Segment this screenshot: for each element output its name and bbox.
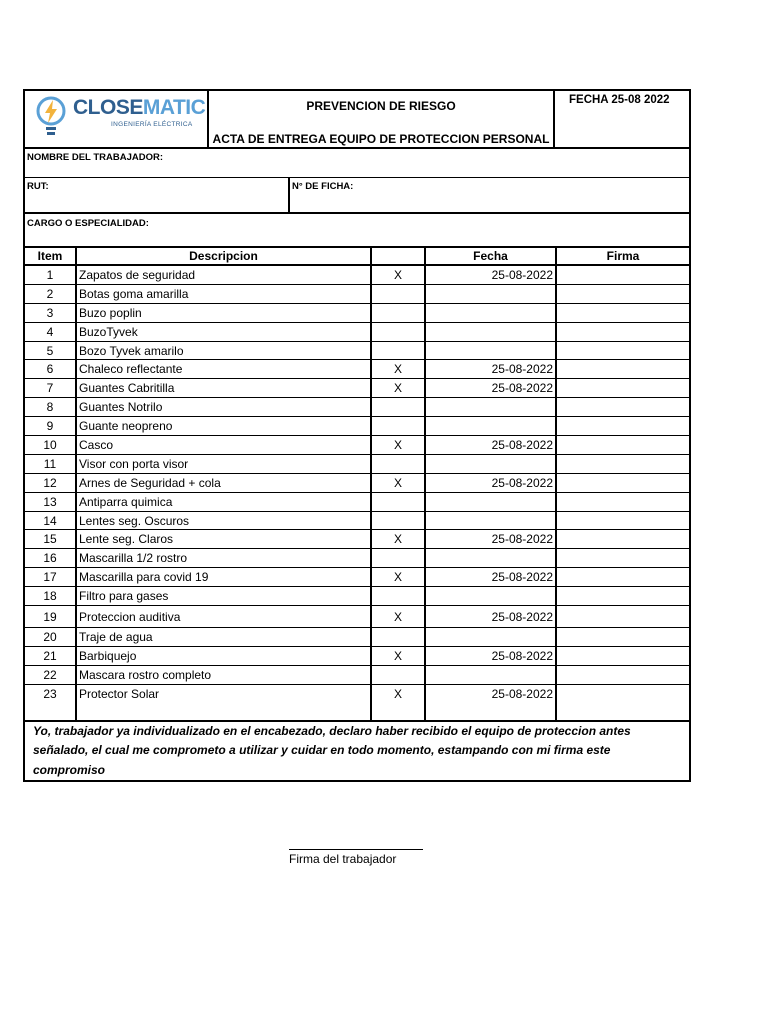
company-logo xyxy=(25,91,209,147)
item-number: 21 xyxy=(25,647,77,665)
item-number: 22 xyxy=(25,666,77,684)
item-description: Casco xyxy=(77,436,372,454)
header-firma: Firma xyxy=(606,249,640,263)
item-date: 25-08-2022 xyxy=(426,360,557,378)
logo-wordmark xyxy=(73,96,205,120)
item-description: Mascara rostro completo xyxy=(77,666,372,684)
item-description: Guantes Cabritilla xyxy=(77,379,372,397)
item-check-mark: X xyxy=(372,360,426,378)
item-check-mark: X xyxy=(372,379,426,397)
item-signature xyxy=(557,512,689,530)
item-description: Proteccion auditiva xyxy=(77,606,372,627)
form-title-secondary: ACTA DE ENTREGA EQUIPO DE PROTECCION PERSONAL xyxy=(212,132,550,146)
item-date: 25-08-2022 xyxy=(426,568,557,586)
item-date xyxy=(426,285,557,303)
item-signature xyxy=(557,266,689,284)
item-description: Visor con porta visor xyxy=(77,455,372,473)
item-signature xyxy=(557,342,689,360)
item-description: Botas goma amarilla xyxy=(77,285,372,303)
item-check-mark: X xyxy=(372,647,426,665)
table-row xyxy=(25,342,689,361)
lightbulb-bolt-icon xyxy=(35,94,67,138)
header-check xyxy=(372,248,426,264)
table-row xyxy=(25,304,689,323)
item-number: 7 xyxy=(25,379,77,397)
signature-line xyxy=(289,849,423,850)
item-number: 20 xyxy=(25,628,77,646)
form-date: FECHA 25-08 2022 xyxy=(569,94,670,106)
item-date: 25-08-2022 xyxy=(426,685,557,704)
item-check-mark: X xyxy=(372,266,426,284)
item-signature xyxy=(557,285,689,303)
table-row xyxy=(25,285,689,304)
table-row xyxy=(25,379,689,398)
item-description: Guantes Notrilo xyxy=(77,398,372,416)
item-number: 23 xyxy=(25,685,77,704)
item-signature xyxy=(557,587,689,605)
item-signature xyxy=(557,606,689,627)
item-number: 17 xyxy=(25,568,77,586)
title-block xyxy=(209,91,555,147)
item-signature xyxy=(557,360,689,378)
item-description: Guante neopreno xyxy=(77,417,372,435)
item-signature xyxy=(557,455,689,473)
item-date xyxy=(426,512,557,530)
item-number: 18 xyxy=(25,587,77,605)
item-date xyxy=(426,304,557,322)
table-row xyxy=(25,512,689,531)
logo-subtitle: INGENIERÍA ELÉCTRICA xyxy=(111,121,193,128)
item-date: 25-08-2022 xyxy=(426,379,557,397)
item-description: Buzo poplin xyxy=(77,304,372,322)
worker-name-row xyxy=(25,149,689,178)
commitment-statement: Yo, trabajador ya individualizado en el encabezado, declaro haber recibido el equipo de proteccion antes señalado, el cual me comprometo a utilizar y cuidar en todo momento, estampando con mi firma este compromiso xyxy=(33,723,631,777)
item-date xyxy=(426,493,557,511)
item-signature xyxy=(557,647,689,665)
table-row xyxy=(25,568,689,587)
item-signature xyxy=(557,493,689,511)
item-signature xyxy=(557,436,689,454)
item-description: Traje de agua xyxy=(77,628,372,646)
item-date xyxy=(426,587,557,605)
item-check-mark: X xyxy=(372,530,426,548)
item-check-mark: X xyxy=(372,436,426,454)
equipment-list xyxy=(25,266,689,704)
table-row xyxy=(25,685,689,704)
item-date xyxy=(426,549,557,567)
item-description: Arnes de Seguridad + cola xyxy=(77,474,372,492)
item-number: 12 xyxy=(25,474,77,492)
item-check-mark: X xyxy=(372,685,426,704)
table-row-empty xyxy=(25,704,689,722)
item-description: Filtro para gases xyxy=(77,587,372,605)
item-check-mark xyxy=(372,549,426,567)
item-date xyxy=(426,417,557,435)
empty-cell xyxy=(426,704,557,720)
item-date: 25-08-2022 xyxy=(426,474,557,492)
item-signature xyxy=(557,323,689,341)
item-description: Protector Solar xyxy=(77,685,372,704)
cargo-label: CARGO O ESPECIALIDAD: xyxy=(27,218,149,229)
signature-label: Firma del trabajador xyxy=(289,852,397,866)
ficha-label: N° DE FICHA: xyxy=(292,181,354,192)
table-row xyxy=(25,493,689,512)
item-check-mark xyxy=(372,285,426,303)
item-date: 25-08-2022 xyxy=(426,436,557,454)
item-signature xyxy=(557,417,689,435)
item-number: 10 xyxy=(25,436,77,454)
item-check-mark xyxy=(372,493,426,511)
item-signature xyxy=(557,549,689,567)
table-row xyxy=(25,360,689,379)
empty-cell xyxy=(25,704,77,720)
item-check-mark xyxy=(372,455,426,473)
table-row xyxy=(25,666,689,685)
item-number: 11 xyxy=(25,455,77,473)
item-date xyxy=(426,455,557,473)
worker-name-label: NOMBRE DEL TRABAJADOR: xyxy=(27,152,163,163)
ppe-delivery-form xyxy=(23,89,691,782)
table-row xyxy=(25,606,689,628)
item-check-mark xyxy=(372,417,426,435)
item-number: 15 xyxy=(25,530,77,548)
item-number: 16 xyxy=(25,549,77,567)
item-date xyxy=(426,398,557,416)
logo-wordmark-part1: CLOSE xyxy=(73,96,143,119)
item-description: Antiparra quimica xyxy=(77,493,372,511)
table-header xyxy=(25,248,689,266)
header-item: Item xyxy=(25,248,77,264)
item-description: Mascarilla 1/2 rostro xyxy=(77,549,372,567)
item-check-mark xyxy=(372,512,426,530)
item-number: 14 xyxy=(25,512,77,530)
item-check-mark xyxy=(372,342,426,360)
item-check-mark: X xyxy=(372,606,426,627)
table-row xyxy=(25,455,689,474)
item-check-mark: X xyxy=(372,474,426,492)
item-date: 25-08-2022 xyxy=(426,530,557,548)
item-number: 3 xyxy=(25,304,77,322)
rut-label: RUT: xyxy=(25,178,290,212)
item-check-mark: X xyxy=(372,568,426,586)
item-check-mark xyxy=(372,628,426,646)
table-row xyxy=(25,323,689,342)
item-signature xyxy=(557,628,689,646)
table-row xyxy=(25,587,689,606)
item-description: Zapatos de seguridad xyxy=(77,266,372,284)
table-row xyxy=(25,549,689,568)
empty-cell xyxy=(77,704,372,720)
item-check-mark xyxy=(372,323,426,341)
item-signature xyxy=(557,304,689,322)
item-number: 2 xyxy=(25,285,77,303)
empty-cell xyxy=(557,704,689,720)
table-row xyxy=(25,628,689,647)
item-description: Barbiquejo xyxy=(77,647,372,665)
item-signature xyxy=(557,666,689,684)
item-check-mark xyxy=(372,304,426,322)
item-date: 25-08-2022 xyxy=(426,266,557,284)
item-date xyxy=(426,666,557,684)
item-number: 1 xyxy=(25,266,77,284)
item-signature xyxy=(557,398,689,416)
item-check-mark xyxy=(372,587,426,605)
item-number: 5 xyxy=(25,342,77,360)
form-header xyxy=(25,91,689,149)
item-number: 9 xyxy=(25,417,77,435)
item-date xyxy=(426,342,557,360)
item-signature xyxy=(557,530,689,548)
item-number: 19 xyxy=(25,606,77,627)
item-signature xyxy=(557,685,689,704)
item-number: 8 xyxy=(25,398,77,416)
item-number: 4 xyxy=(25,323,77,341)
rut-row xyxy=(25,178,689,214)
table-row xyxy=(25,436,689,455)
item-description: Lentes seg. Oscuros xyxy=(77,512,372,530)
item-description: Lente seg. Claros xyxy=(77,530,372,548)
table-row xyxy=(25,647,689,666)
item-description: BuzoTyvek xyxy=(77,323,372,341)
table-row xyxy=(25,266,689,285)
date-block xyxy=(555,91,689,147)
item-signature xyxy=(557,379,689,397)
item-signature xyxy=(557,568,689,586)
logo-wordmark-part2: MATIC xyxy=(142,96,206,119)
item-description: Bozo Tyvek amarilo xyxy=(77,342,372,360)
header-descripcion: Descripcion xyxy=(77,248,372,264)
item-number: 6 xyxy=(25,360,77,378)
table-row xyxy=(25,417,689,436)
item-number: 13 xyxy=(25,493,77,511)
item-date: 25-08-2022 xyxy=(426,606,557,627)
item-date xyxy=(426,323,557,341)
item-description: Chaleco reflectante xyxy=(77,360,372,378)
table-row xyxy=(25,398,689,417)
header-fecha: Fecha xyxy=(426,248,557,264)
cargo-row xyxy=(25,214,689,248)
table-row xyxy=(25,474,689,493)
item-check-mark xyxy=(372,666,426,684)
item-date: 25-08-2022 xyxy=(426,647,557,665)
table-row xyxy=(25,530,689,549)
item-check-mark xyxy=(372,398,426,416)
item-date xyxy=(426,628,557,646)
item-description: Mascarilla para covid 19 xyxy=(77,568,372,586)
empty-cell xyxy=(372,704,426,720)
item-signature xyxy=(557,474,689,492)
form-title-primary: PREVENCION DE RIESGO xyxy=(306,99,456,113)
